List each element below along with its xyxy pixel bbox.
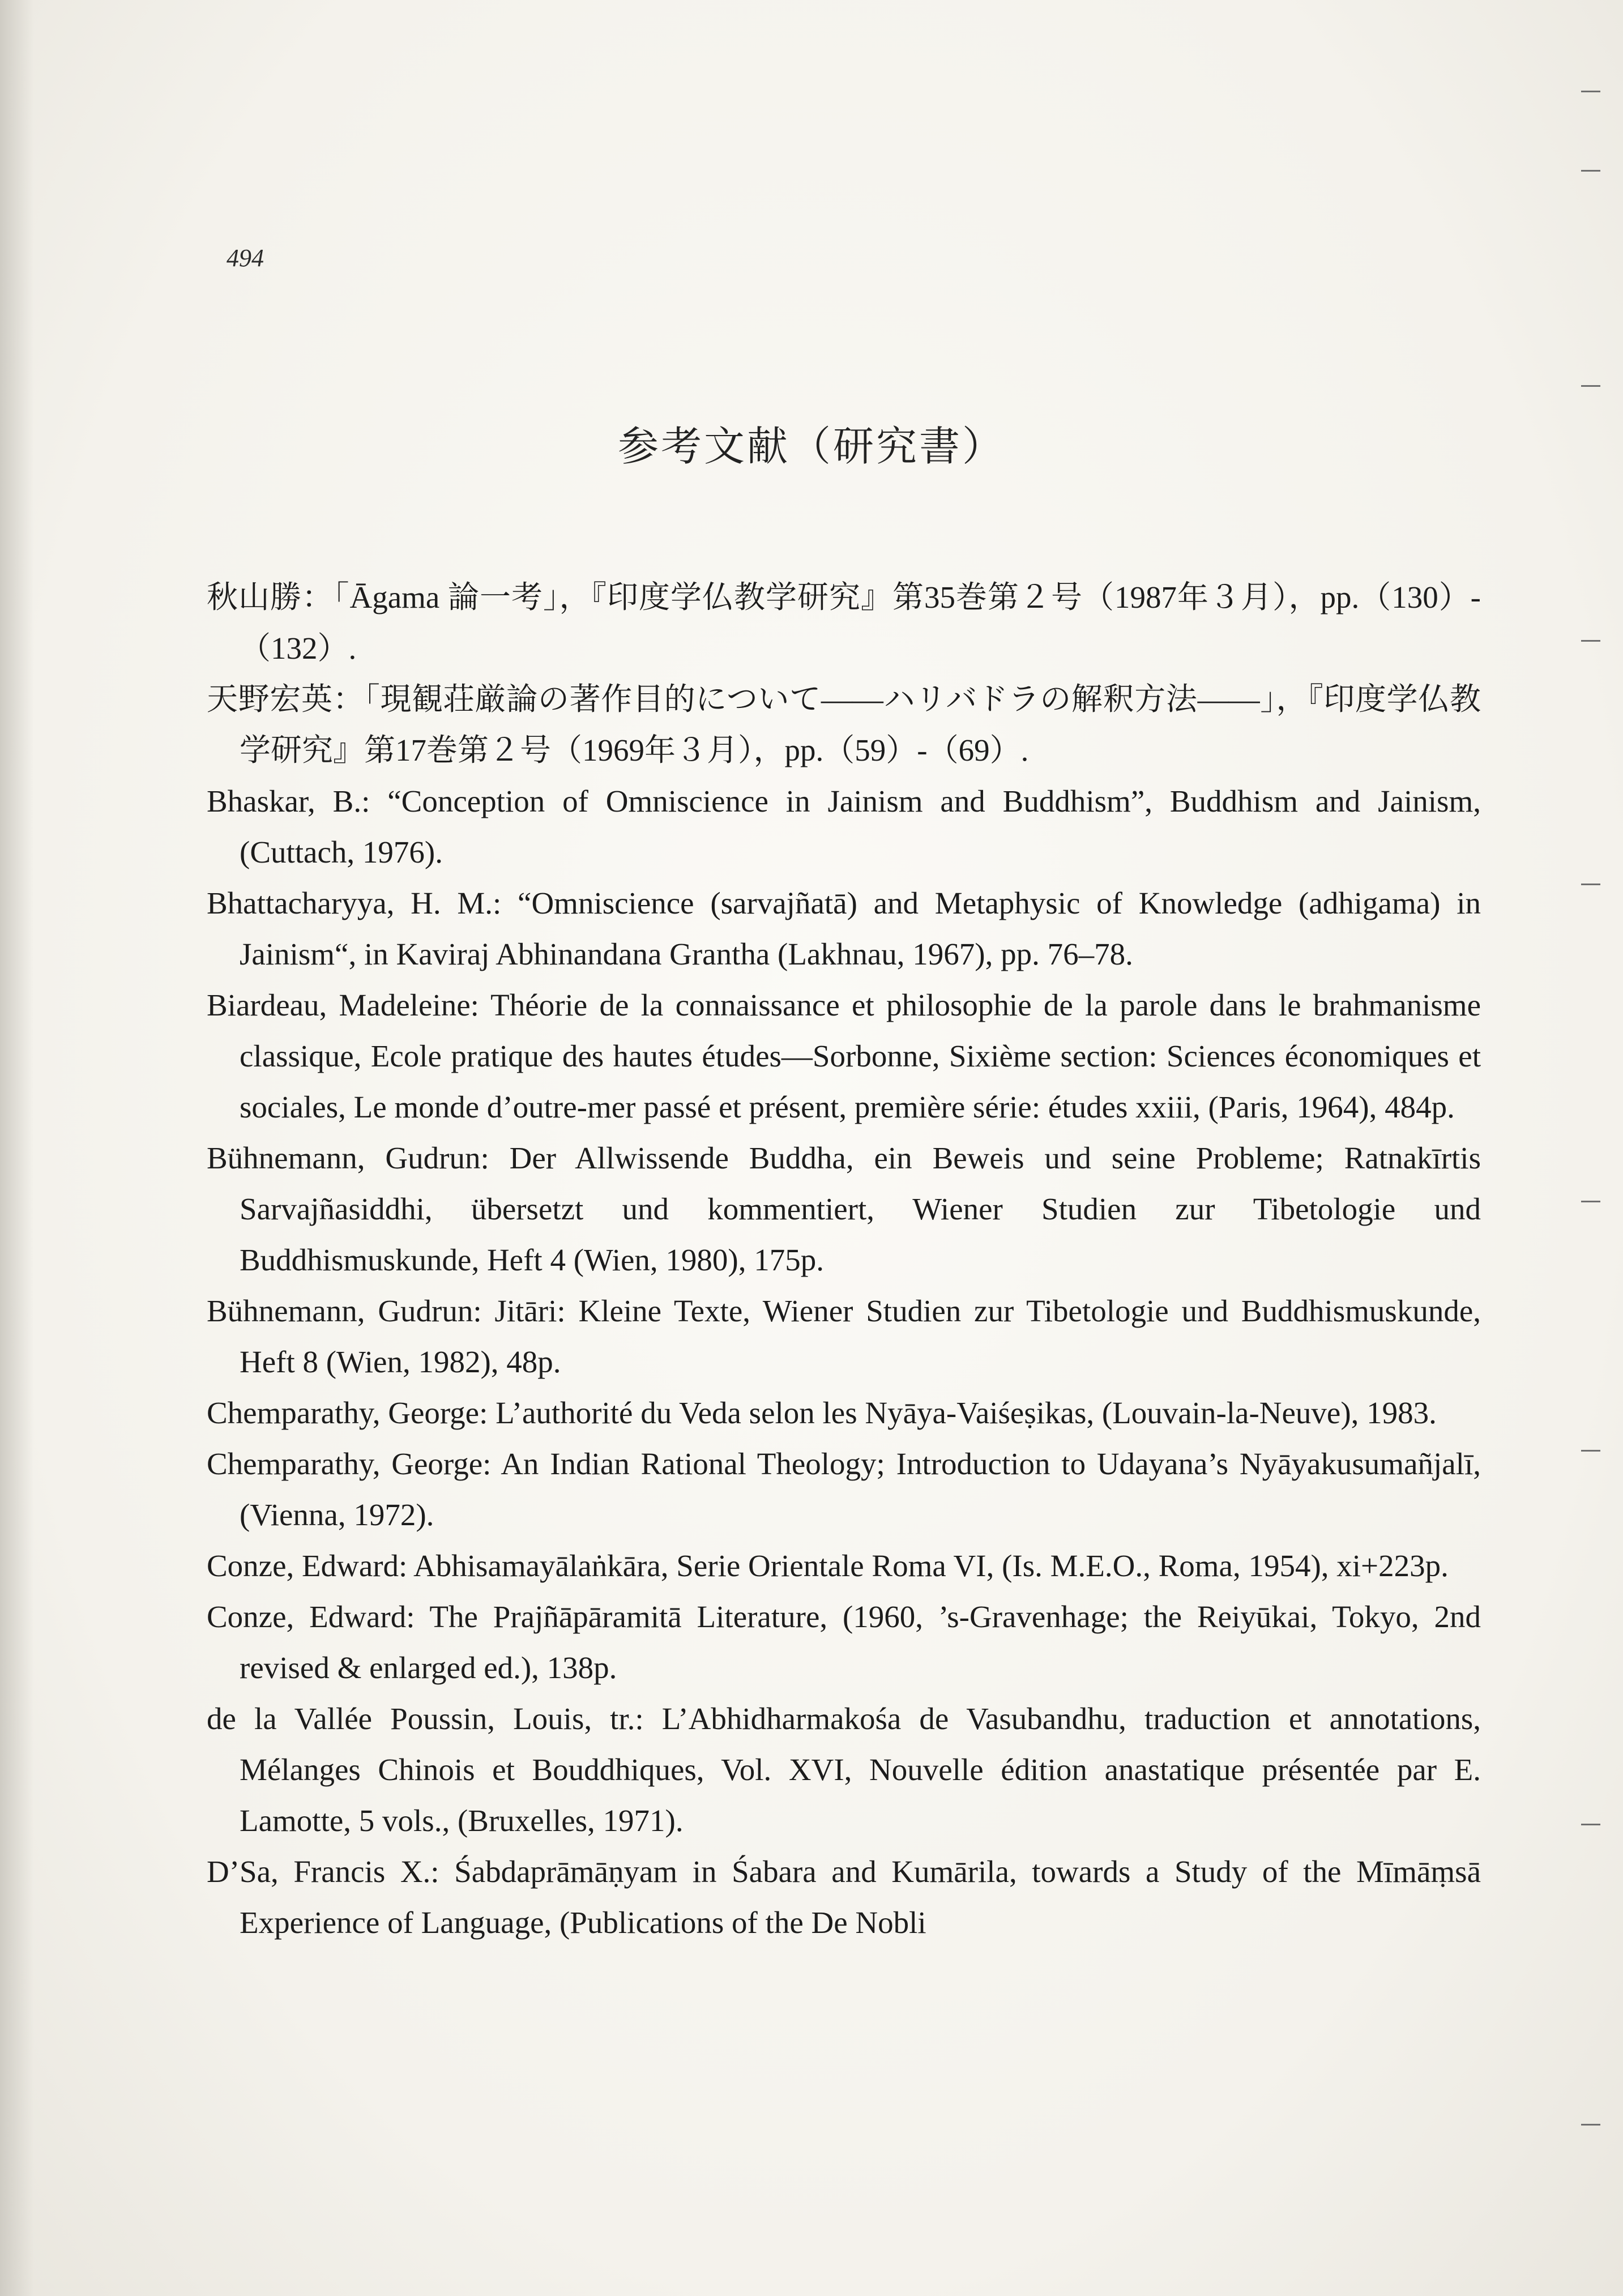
bibliography-entry: Biardeau, Madeleine: Théorie de la connaissance et philosophie de la parole dans le brahmanisme classique, Ecole pratique des hautes études—Sorbonne, Sixième section: Sciences économiques et sociales, Le monde d’outre-mer passé et présent, première série: études xxiii, (Paris, 1964), 484p. — [207, 988, 1481, 1124]
scan-shadow-edge — [0, 0, 34, 2296]
bibliography-entry: Bhattacharyya, H. M.: “Omniscience (sarvajñatā) and Metaphysic of Knowledge (adhigama) in Jainism“, in Kaviraj Abhinandana Grantha (Lakhnau, 1967), pp. 76–78. — [207, 886, 1481, 971]
page-title: 参考文献（研究書） — [617, 423, 1005, 470]
bibliography-entry: 秋山勝：「Āgama 論一考」，『印度学仏教学研究』第35巻第２号（1987年３月），pp.（130）-（132）. — [207, 580, 1481, 665]
bibliography-entry: Bühnemann, Gudrun: Jitāri: Kleine Texte, Wiener Studien zur Tibetologie und Buddhismuskunde, Heft 8 (Wien, 1982), 48p. — [207, 1294, 1481, 1379]
bibliography-entry: D’Sa, Francis X.: Śabdaprāmāṇyam in Śabara and Kumārila, towards a Study of the Mīmāṃsā Experience of Language, (Publications of the De Nobli — [207, 1854, 1481, 1940]
bibliography-entry: Chemparathy, George: L’authorité du Veda selon les Nyāya-Vaiśeṣikas, (Louvain-la-Neuve), 1983. — [207, 1395, 1437, 1430]
bibliography-entry: Conze, Edward: Abhisamayālaṅkāra, Serie Orientale Roma VI, (Is. M.E.O., Roma, 1954), xi+223p. — [207, 1548, 1449, 1583]
margin-tick — [1581, 1450, 1600, 1452]
margin-tick — [1581, 170, 1600, 172]
margin-tick — [1581, 385, 1600, 387]
bibliography-entry: Chemparathy, George: An Indian Rational Theology; Introduction to Udayana’s Nyāyakusumañjalī, (Vienna, 1972). — [207, 1446, 1481, 1532]
margin-tick — [1581, 884, 1600, 885]
margin-tick — [1581, 640, 1600, 642]
bibliography-entry: Conze, Edward: The Prajñāpāramitā Literature, (1960, ’s-Gravenhage; the Reiyūkai, Tokyo, 2nd revised & enlarged ed.), 138p. — [207, 1599, 1481, 1685]
margin-tick — [1581, 2124, 1600, 2126]
margin-tick — [1581, 1201, 1600, 1202]
margin-tick — [1581, 1824, 1600, 1825]
bibliography-entry: Bühnemann, Gudrun: Der Allwissende Buddha, ein Beweis und seine Probleme; Ratnakīrtis Sarvajñasiddhi, übersetzt und kommentiert, Wiener Studien zur Tibetologie und Buddhismuskunde, Heft 4 (Wien, 1980), 175p. — [207, 1141, 1481, 1277]
bibliography-list — [207, 572, 1481, 1948]
margin-tick — [1581, 91, 1600, 92]
bibliography-entry: Bhaskar, B.: “Conception of Omniscience in Jainism and Buddhism”, Buddhism and Jainism, (Cuttach, 1976). — [207, 784, 1481, 869]
bibliography-entry: 天野宏英：「現観荘厳論の著作目的について――ハリバドラの解釈方法――」，『印度学仏教学研究』第17巻第２号（1969年３月），pp.（59）-（69）. — [207, 682, 1481, 767]
page-number: 494 — [227, 244, 264, 272]
bibliography-entry: de la Vallée Poussin, Louis, tr.: L’Abhidharmakośa de Vasubandhu, traduction et annotations, Mélanges Chinois et Bouddhiques, Vol. XVI, Nouvelle édition anastatique présentée par E. Lamotte, 5 vols., (Bruxelles, 1971). — [207, 1701, 1481, 1838]
